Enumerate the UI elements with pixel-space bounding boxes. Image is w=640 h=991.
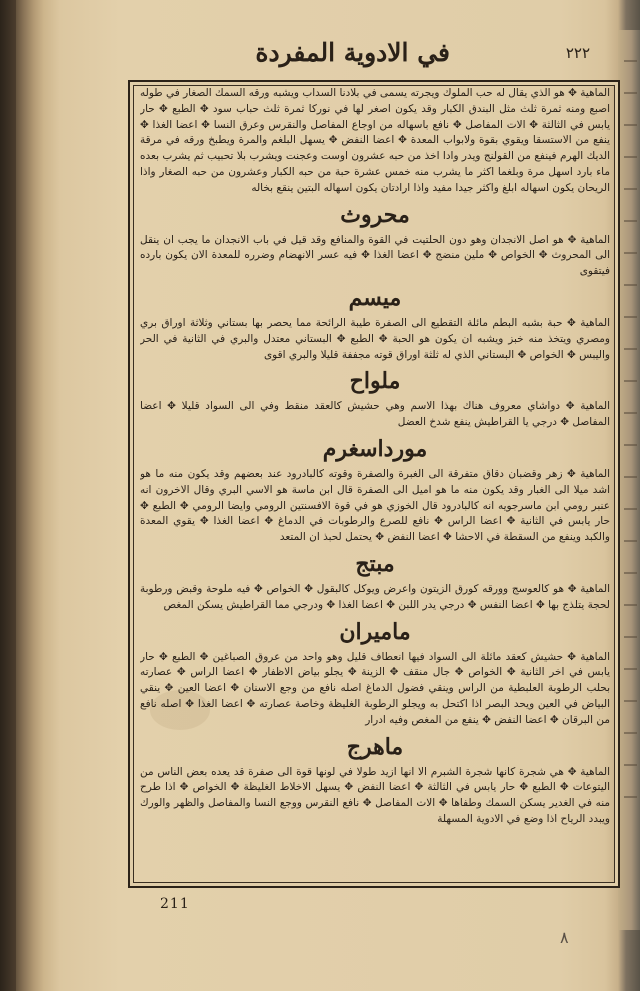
entry-mahruth	[140, 201, 610, 280]
entry-maysam	[140, 284, 610, 363]
entry-milwah	[140, 367, 610, 431]
page-content	[140, 86, 610, 882]
entry-text: الماهية ✥ دواشاي معروف هناك بهذا الاسم وهي حشيش كالعقد منقط وفي الى السواد قليلا ✥ اعضا المفاصل ✥ درجي يا القراطيش ينفع شدخ العضل	[140, 400, 610, 429]
page-header	[130, 38, 590, 78]
entry-title: مبتج	[355, 550, 395, 577]
book-spine	[0, 0, 16, 991]
entry-title: ماهرج	[346, 733, 404, 760]
entry-text: الماهية ✥ هو اصل الانجدان وهو دون الحلتيت في القوة والمنافع وقد قيل في باب الانجدان ما يجب ان ينقل الى المحروث ✥ الخواص ✥ ملين منضج ✥ اعضا الغذا ✥ فيه عسر الانهضام وضرره للمعدة الان يكون بارده فيتقوى	[140, 233, 610, 278]
page-number-bottom: 211	[160, 896, 190, 912]
pencil-mark: ٨	[560, 928, 569, 947]
page-number-top: ٢٢٢	[565, 44, 590, 62]
entry-title: ملواح	[349, 368, 401, 395]
page-title: في الادوية المفردة	[255, 38, 450, 67]
entry-text: الماهية ✥ هو كالعوسج وورقه كورق الزيتون واعرض ويوكل كالبقول ✥ الخواص ✥ فيه ملوحة وقبض ورطوبة لحجة يتلذج بها ✥ اعضا النفس ✥ درجي يدر اللبن ✥ اعضا الغذا ✥ ودرجي مما القراطيش يسكن المغص	[140, 582, 610, 611]
entry-title: محروث	[340, 201, 410, 228]
entry-murdasghram	[140, 435, 610, 546]
entry-text: الماهية ✥ زهر وقضبان دقاق متفرقة الى الغبرة والصفرة وقوته كالبادرود عند بعضهم وقد يكون منه ما هو اشد ميلا الى الغبار وقد يكون منه ما هو اميل الى الصفرة قال ابن ماسة هو الاسي البري وقال الاخرون انه عنبر رومي ابن ماسرجويه انه كالبادرود قال الخوزي هو في قوة الافسنتين الرومي وايضا الرومي ✥ الطبع ✥ حار يابس في الثانية ✥ اعضا الراس ✥ نافع للصرع والرطوبات في الدماغ ✥ اعضا الغذا ✥ يقوي المعدة والكبد وينفع من السقطة في الاحشا ✥ اعضا النفض ✥ يحتمل لحبذ ان المتعد	[140, 467, 610, 544]
entry-text: الماهية ✥ حبة بشبه البطم مائلة التقطيع الى الصفرة طيبة الرائحة مما يحصر بها بستاني وثلاثة اوراق بري ومصري ويتخذ منه خبز ويشبه ان يكون هو الحبة ✥ الطبع ✥ البستاني معتدل والبري في الثانية في الحر واليبس ✥ الخواص ✥ البستاني الذي له ثلثة اوراق قوته مجففة قليلا والبري اقوى	[140, 316, 610, 361]
entry-continued	[140, 86, 610, 197]
entry-title: ماميران	[339, 618, 411, 645]
entry-text: الماهية ✥ هي شجرة كانها شجرة الشبرم الا انها ازيد طولا في لونها قوة الى صفرة قد يعده بعض الناس من اليتوعات ✥ الطبع ✥ حار يابس في الثالثة ✥ اعضا النفض ✥ يسهل الاخلاط الغليظة ✥ الخواص ✥ اذا طرح منه في الغدير يسكن السمك وطفاها ✥ الات المفاصل ✥ نافع النقرس ووجع النسا والمفاصل والظهر والورك ويبدد الرياح اذا وضع في الادوية المسهلة	[140, 765, 610, 825]
entry-title: مورداسغرم	[322, 435, 428, 462]
entry-title: ميسم	[348, 284, 402, 311]
entry-mabtaj	[140, 550, 610, 614]
entry-text: الماهية ✥ هو الذي يقال له حب الملوك ويجرته يسمى في بلادنا السداب ويشبه ورقه السمك الصغار في طوله اصبع ومنه ثمرة ثلث مثل البندق الكبار وقد يكون اصغر لها في نوركا ثمرة ثلث حباب سود ✥ الطبع ✥ حار يابس في الثالثة ✥ الات المفاصل ✥ نافع باسهاله من اوجاع المفاصل والنقرس وعرق النسا ✥ اعضا الغذا ✥ ينفع من الاستسقا ويقوي بقوة ولابواب المعدة ✥ اعضا النفض ✥ يسهل البلغم والمرة ويطبخ ورقه في مرقة الديك الهرم فينفع من القولنج ويدر وادا اخذ من حبه عشرون اوست وعجنت ويشرب بلا تحبيب ثم يشرب بعده ماء بارد اسهل مرة وبلغما اكثر ما يشرب منه خمس عشرة حبة من حبه الكبار وعشرون من حبه الصغار واذا الريحان يكون اسهاله ابلغ واكثر جيدا مفيد واذا ارادتان يكون اسهاله البتين ينقع بخاله	[140, 87, 610, 194]
entry-mahraj	[140, 733, 610, 828]
entry-mamiran	[140, 618, 610, 729]
entry-text: الماهية ✥ حشيش كعقد مائلة الى السواد فيها انعطاف قليل وهو واحد من عروق الصباغين ✥ الطبع ✥ حار يابس في اخر الثانية ✥ الخواص ✥ جال منقف ✥ الزينة ✥ يجلو بياض الاظفار ✥ اعضا الراس ✥ عصارته بحلب الرطوبة العلبطية من الراس وينقي فضول الدماغ اصله نافع من وجع الاسنان ✥ اعضا العين ✥ ينقي البياض في العين ويحد البصر اذا اكتحل به ويجلو الرطوبة الغليظة وخاصة عصارته ✥ اعضا الغذا ✥ اصله نافع من البرقان ✥ اعضا النفض ✥ ينفع من المغص وفيه ادرار	[140, 650, 610, 726]
facing-page-edge	[618, 30, 640, 930]
